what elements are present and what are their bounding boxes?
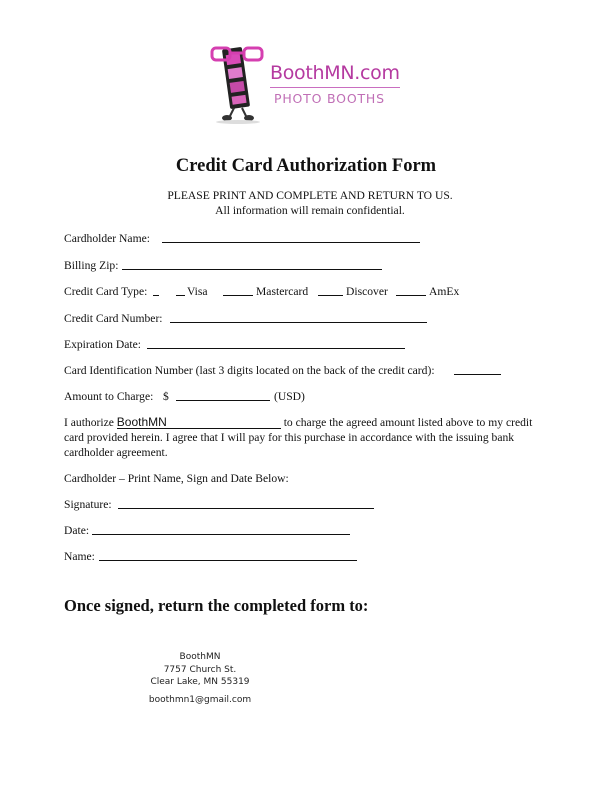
cardholder-name-row bbox=[64, 232, 150, 245]
date-label: Date: bbox=[64, 524, 90, 537]
photo-booth-mascot-icon bbox=[208, 42, 270, 124]
name-field[interactable] bbox=[99, 550, 357, 561]
authorized-party-name: BoothMN bbox=[116, 415, 167, 429]
amount-field[interactable] bbox=[176, 390, 270, 401]
amount-row bbox=[64, 390, 153, 403]
form-title: Credit Card Authorization Form bbox=[175, 156, 437, 176]
visa-option: Visa bbox=[187, 285, 208, 298]
visa-checkbox-line bbox=[176, 285, 185, 296]
billing-zip-field[interactable] bbox=[122, 259, 382, 270]
name-row bbox=[64, 550, 95, 563]
boothmn-logo bbox=[208, 42, 408, 124]
logo-brand-text: BoothMN.com bbox=[270, 62, 400, 84]
authorized-party-field[interactable] bbox=[117, 417, 281, 429]
name-label: Name: bbox=[64, 550, 95, 563]
mastercard-option: Mastercard bbox=[256, 285, 309, 298]
signature-row bbox=[64, 498, 112, 511]
billing-zip-row bbox=[64, 259, 118, 272]
expiration-field[interactable] bbox=[147, 338, 405, 349]
currency-label: (USD) bbox=[274, 390, 305, 403]
date-row bbox=[64, 524, 89, 537]
logo-divider bbox=[270, 87, 400, 88]
cid-field[interactable] bbox=[454, 364, 501, 375]
card-number-field[interactable] bbox=[170, 312, 427, 323]
amex-option: AmEx bbox=[429, 285, 460, 298]
card-type-row bbox=[64, 285, 147, 298]
card-number-label: Credit Card Number: bbox=[64, 312, 163, 325]
card-number-row bbox=[64, 312, 163, 325]
confidentiality-note: All information will remain confidential. bbox=[215, 204, 405, 217]
card-type-label: Credit Card Type: bbox=[64, 285, 148, 298]
authorization-statement bbox=[64, 415, 554, 460]
discover-checkbox[interactable] bbox=[318, 285, 343, 296]
signature-field[interactable] bbox=[118, 498, 374, 509]
dollar-sign: $ bbox=[163, 390, 169, 403]
return-city: Clear Lake, MN 55319 bbox=[150, 677, 250, 687]
cid-label: Card Identification Number (last 3 digits located on the back of the credit card): bbox=[64, 364, 435, 377]
cardholder-name-label: Cardholder Name: bbox=[64, 232, 150, 245]
form-instructions: PLEASE PRINT AND COMPLETE AND RETURN TO US. bbox=[167, 189, 453, 202]
amount-label: Amount to Charge: bbox=[64, 390, 154, 403]
return-heading: Once signed, return the completed form to: bbox=[64, 596, 369, 615]
signature-section-heading: Cardholder – Print Name, Sign and Date Below: bbox=[64, 472, 289, 485]
expiration-label: Expiration Date: bbox=[64, 338, 141, 351]
expiration-row bbox=[64, 338, 141, 351]
authorization-body: to charge the agreed amount listed above to my credit card provided herein. I agree that I will pay for this purchase in accordance with the issuing bank cardholder agreement. bbox=[64, 416, 533, 459]
visa-checkbox[interactable] bbox=[153, 285, 159, 296]
discover-option: Discover bbox=[346, 285, 388, 298]
cardholder-name-field[interactable] bbox=[162, 232, 420, 243]
date-field[interactable] bbox=[92, 524, 350, 535]
signature-label: Signature: bbox=[64, 498, 112, 511]
authorization-prefix: I authorize bbox=[64, 416, 114, 429]
logo-subtitle: PHOTO BOOTHS bbox=[274, 91, 385, 106]
cid-row bbox=[64, 364, 435, 377]
return-company: BoothMN bbox=[179, 652, 221, 662]
return-street: 7757 Church St. bbox=[163, 665, 237, 675]
return-email[interactable]: boothmn1@gmail.com bbox=[148, 695, 252, 705]
billing-zip-label: Billing Zip: bbox=[64, 259, 119, 272]
amex-checkbox[interactable] bbox=[396, 285, 426, 296]
mastercard-checkbox[interactable] bbox=[223, 285, 253, 296]
